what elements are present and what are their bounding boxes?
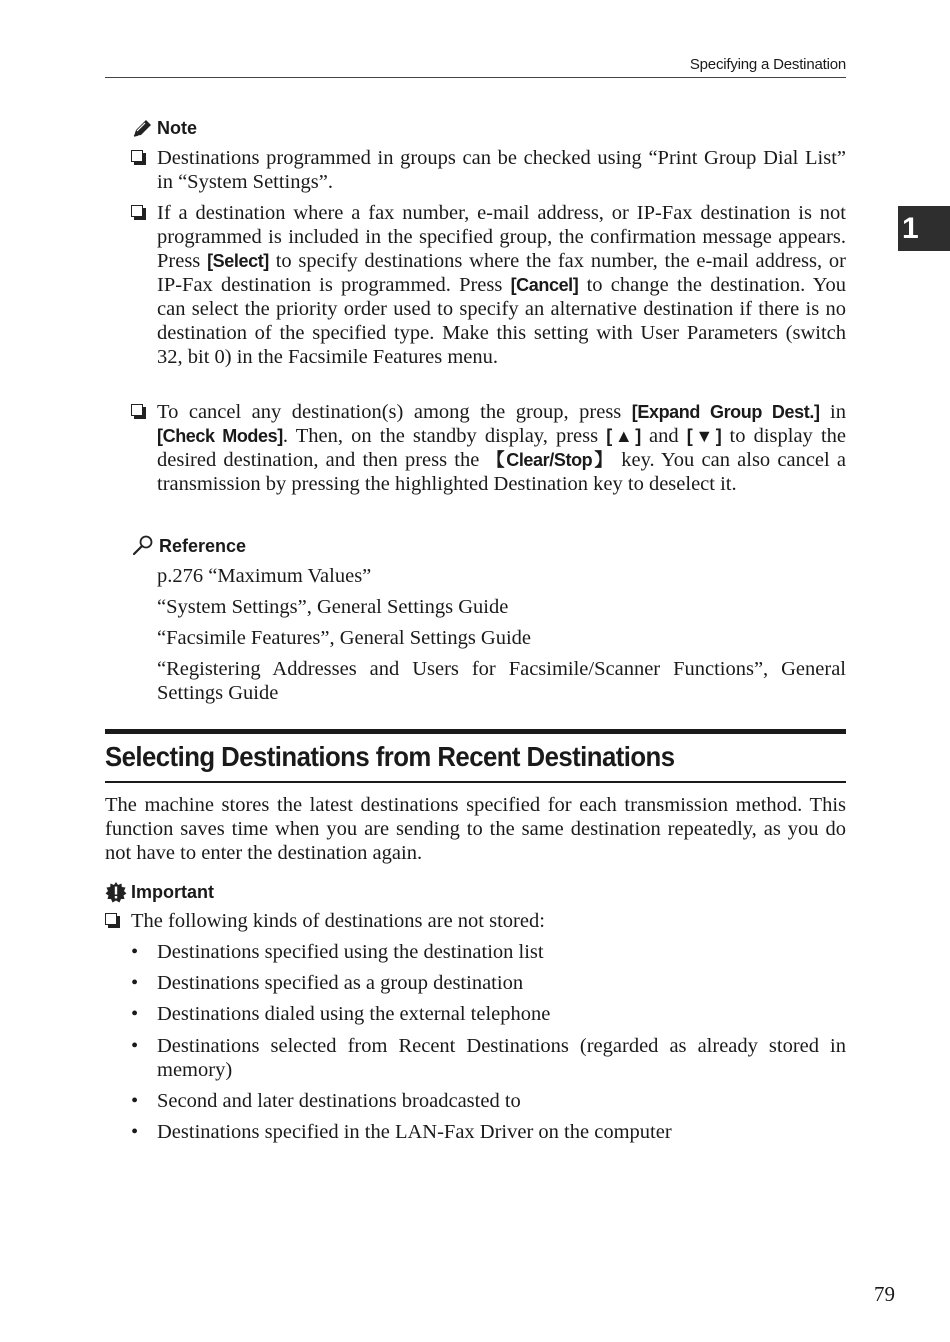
section-title: Selecting Destinations from Recent Destinations <box>105 741 675 772</box>
expand-group-key-label: [Expand Group Dest.] <box>631 402 820 422</box>
list-item: • Destinations dialed using the external telephone <box>131 1003 551 1025</box>
section-rule-bottom <box>105 781 846 783</box>
reference-label: Reference <box>159 535 247 556</box>
bullet-dot-icon: • <box>131 972 139 994</box>
list-item: • Second and later destinations broadcasted to <box>131 1090 521 1112</box>
magnifier-icon <box>131 535 155 557</box>
note-item <box>131 400 846 496</box>
bullet-dot-icon: • <box>131 1003 139 1025</box>
reference-item: p.276 “Maximum Values” <box>157 565 372 587</box>
important-icon <box>105 881 127 903</box>
note-item-text: If a destination where a fax number, e-mail address, or IP-Fax destination is not programmed is included in the specified group, the confirmation message appears. Press [Select] to specify destinations where the fax number, the e-mail address, or IP-Fax destination is programmed. Press [Cancel] to change the destination. You can select the priority order used to specify an alternative destination if there is no destination of the specified type. Make this setting with User Parameters (switch 32, bit 0) in the Facsimile Features menu. <box>157 202 846 368</box>
note-item <box>131 146 846 194</box>
select-key-label: [Select] <box>207 251 269 271</box>
note-item <box>131 201 846 369</box>
reference-item: “Facsimile Features”, General Settings Guide <box>157 627 532 649</box>
down-key-label: [▼] <box>686 426 722 446</box>
reference-item: “Registering Addresses and Users for Facsimile/Scanner Functions”, General Settings Guide <box>157 658 846 704</box>
note-item-text: Destinations programmed in groups can be checked using “Print Group Dial List” in “System Settings”. <box>157 147 846 193</box>
list-item: • Destinations specified using the destination list <box>131 941 544 963</box>
clear-stop-key-label: 【Clear/Stop】 <box>486 450 615 470</box>
reference-heading <box>131 535 246 557</box>
section-rule-top <box>105 729 846 734</box>
bullet-dot-icon: • <box>131 1035 139 1057</box>
page-number: 79 <box>874 1282 895 1306</box>
note-label: Note <box>157 118 197 138</box>
important-lead: The following kinds of destinations are not stored: <box>105 909 846 933</box>
chapter-tab: 1 <box>898 206 950 251</box>
pencil-icon <box>131 119 153 139</box>
important-heading <box>105 881 214 903</box>
bullet-dot-icon: • <box>131 1121 139 1143</box>
checkbox-bullet-icon <box>131 150 143 162</box>
cancel-key-label: [Cancel] <box>510 275 579 295</box>
list-item: • Destinations specified in the LAN-Fax Driver on the computer <box>131 1121 672 1143</box>
reference-item: “System Settings”, General Settings Guide <box>157 596 509 618</box>
bullet-dot-icon: • <box>131 941 139 963</box>
running-head: Specifying a Destination <box>689 56 846 73</box>
list-item: • Destinations specified as a group destination <box>131 972 524 994</box>
note-heading <box>131 118 197 139</box>
section-intro: The machine stores the latest destinations specified for each transmission method. This function saves time when you are sending to the same destination repeatedly, as you do not have to enter the destination again. <box>105 794 846 864</box>
check-modes-key-label: [Check Modes] <box>157 426 283 446</box>
note-item-text: To cancel any destination(s) among the group, press [Expand Group Dest.] in [Check Modes]. Then, on the standby display, press [▲] and [▼] to display the desired destination, and then press the 【Clear/Stop】 key. You can also cancel a transmission by pressing the highlighted Destination key to deselect it. <box>157 401 847 495</box>
list-item: • Destinations selected from Recent Destinations (regarded as already stored in memory) <box>131 1035 846 1081</box>
up-key-label: [▲] <box>606 426 641 446</box>
checkbox-bullet-icon <box>105 913 117 925</box>
header-rule <box>105 77 846 78</box>
checkbox-bullet-icon <box>131 205 143 217</box>
important-label: Important <box>131 881 214 902</box>
checkbox-bullet-icon <box>131 404 143 416</box>
bullet-dot-icon: • <box>131 1090 139 1112</box>
